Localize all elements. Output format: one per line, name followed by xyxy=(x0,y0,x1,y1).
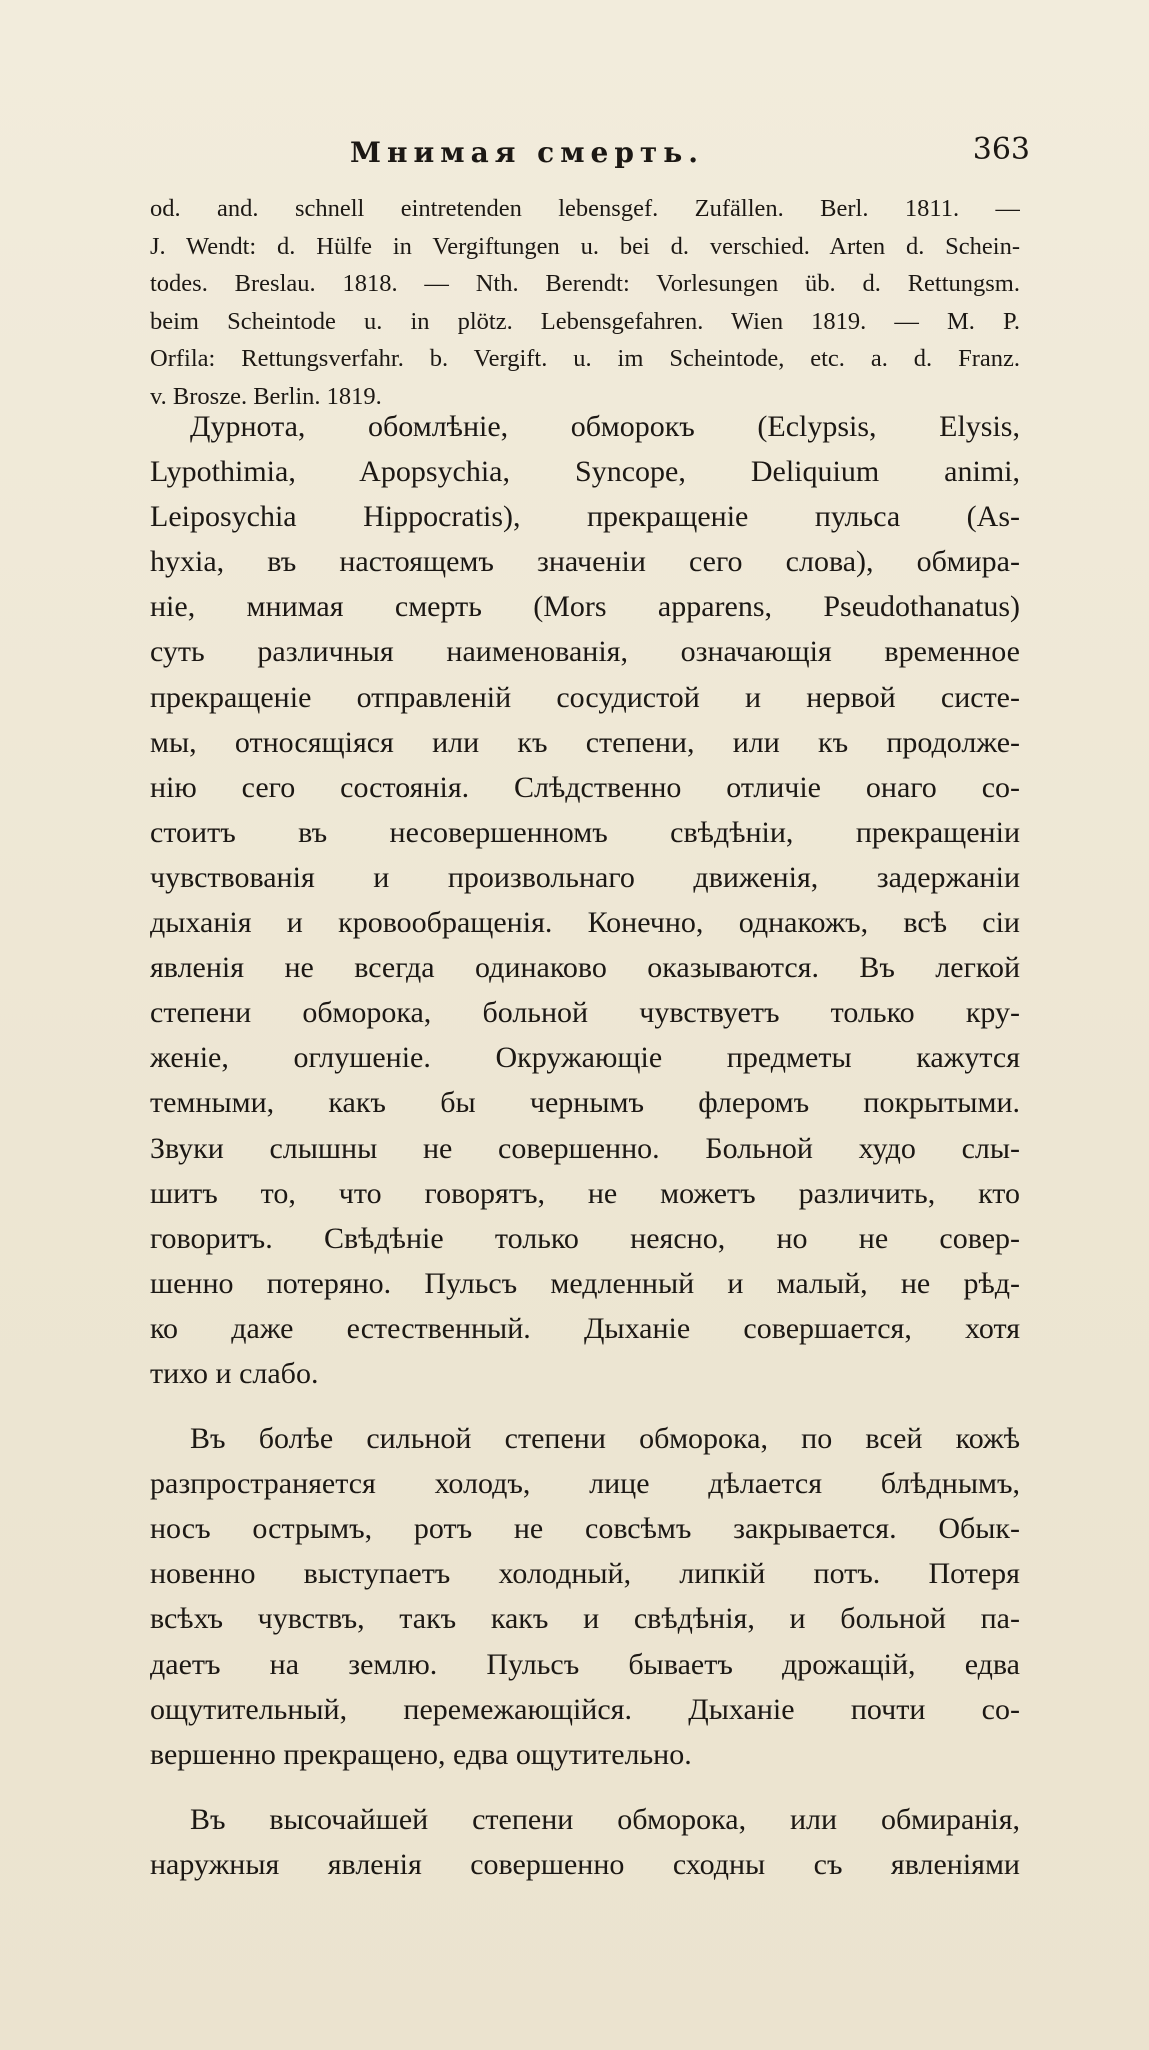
text-line: носъ острымъ, ротъ не совсѣмъ закрывается. Обык- xyxy=(150,1512,1020,1546)
text-line: суть различныя наименованія, означающія временное xyxy=(150,635,1020,669)
text-line: Въ высочайшей степени обморока, или обмиранія, xyxy=(190,1802,1020,1836)
text-line: ощутительный, перемежающійся. Дыханіе почти со- xyxy=(150,1692,1020,1726)
paragraph-2 xyxy=(150,1416,1020,1777)
text-line: даетъ на землю. Пульсъ бываетъ дрожащій, едва xyxy=(150,1647,1020,1681)
text-line: наружныя явленія совершенно сходны съ явленіями xyxy=(150,1847,1020,1881)
text-line: говоритъ. Свѣдѣніе только неясно, но не совер- xyxy=(150,1221,1020,1255)
text-line: ко даже естественный. Дыханіе совершается, хотя xyxy=(150,1311,1020,1345)
text-line: Leiposychia Hippocratis), прекращеніе пульса (As- xyxy=(150,500,1020,534)
paragraph-1 xyxy=(150,404,1020,1396)
text-line: нію сего состоянія. Слѣдственно отличіе онаго со- xyxy=(150,770,1020,804)
text-line: ніе, мнимая смерть (Mors apparens, Pseudothanatus) xyxy=(150,590,1020,624)
text-line: новенно выступаетъ холодный, липкій потъ. Потеря xyxy=(150,1557,1020,1591)
paragraph-spacer xyxy=(150,1396,1020,1416)
text-line: прекращеніе отправленій сосудистой и нервой систе- xyxy=(150,680,1020,714)
text-line: Въ болѣе сильной степени обморока, по всей кожѣ xyxy=(190,1422,1020,1456)
text-line: разпространяется холодъ, лице дѣлается блѣднымъ, xyxy=(150,1467,1020,1501)
bibliography-note xyxy=(150,190,1020,415)
body-text xyxy=(150,404,1020,1887)
note-line: Orfila: Rettungsverfahr. b. Vergift. u. im Scheintode, etc. a. d. Franz. xyxy=(150,345,1020,372)
text-line: чувствованія и произвольнаго движенія, задержаніи xyxy=(150,860,1020,894)
text-line: мы, относящіяся или къ степени, или къ продолже- xyxy=(150,725,1020,759)
note-line: J. Wendt: d. Hülfe in Vergiftungen u. bei d. verschied. Arten d. Schein- xyxy=(150,232,1020,260)
note-line: todes. Breslau. 1818. — Nth. Berendt: Vorlesungen üb. d. Rettungsm. xyxy=(150,270,1020,297)
note-line: v. Brosze. Berlin. 1819. xyxy=(150,382,382,410)
note-line: beim Scheintode u. in plötz. Lebensgefahren. Wien 1819. — M. P. xyxy=(150,307,1020,335)
text-line: шитъ то, что говорятъ, не можетъ различить, кто xyxy=(150,1176,1020,1210)
text-line: стоитъ въ несовершенномъ свѣдѣніи, прекращеніи xyxy=(150,815,1020,849)
note-line: od. and. schnell eintretenden lebensgef. Zufällen. Berl. 1811. — xyxy=(150,195,1020,222)
text-line: степени обморока, больной чувствуетъ только кру- xyxy=(150,996,1020,1030)
text-line: всѣхъ чувствъ, такъ какъ и свѣдѣнія, и больной па- xyxy=(150,1602,1020,1636)
text-line: явленія не всегда одинаково оказываются. Въ легкой xyxy=(150,951,1020,985)
text-line: шенно потеряно. Пульсъ медленный и малый, не рѣд- xyxy=(150,1266,1020,1300)
paragraph-spacer xyxy=(150,1777,1020,1797)
text-line: дыханія и кровообращенія. Конечно, однакожъ, всѣ сіи xyxy=(150,906,1020,940)
text-line: темными, какъ бы чернымъ флеромъ покрытыми. xyxy=(150,1086,1020,1120)
running-title: Мнимая смерть. xyxy=(350,136,705,169)
text-line: Lypothimia, Apopsychia, Syncope, Deliquium animi, xyxy=(150,455,1020,489)
page-header xyxy=(150,128,1030,178)
paragraph-3 xyxy=(150,1797,1020,1887)
text-line: тихо и слабо. xyxy=(150,1356,319,1390)
page-number: 363 xyxy=(972,132,1030,167)
text-line: Дурнота, обомлѣніе, обморокъ (Eclypsis, Elysis, xyxy=(190,410,1020,443)
text-line: женіе, оглушеніе. Окружающіе предметы кажутся xyxy=(150,1041,1020,1075)
text-line: hyxia, въ настоящемъ значеніи сего слова), обмира- xyxy=(150,545,1020,579)
text-line: Звуки слышны не совершенно. Больной худо слы- xyxy=(150,1131,1020,1165)
text-line: вершенно прекращено, едва ощутительно. xyxy=(150,1737,692,1771)
